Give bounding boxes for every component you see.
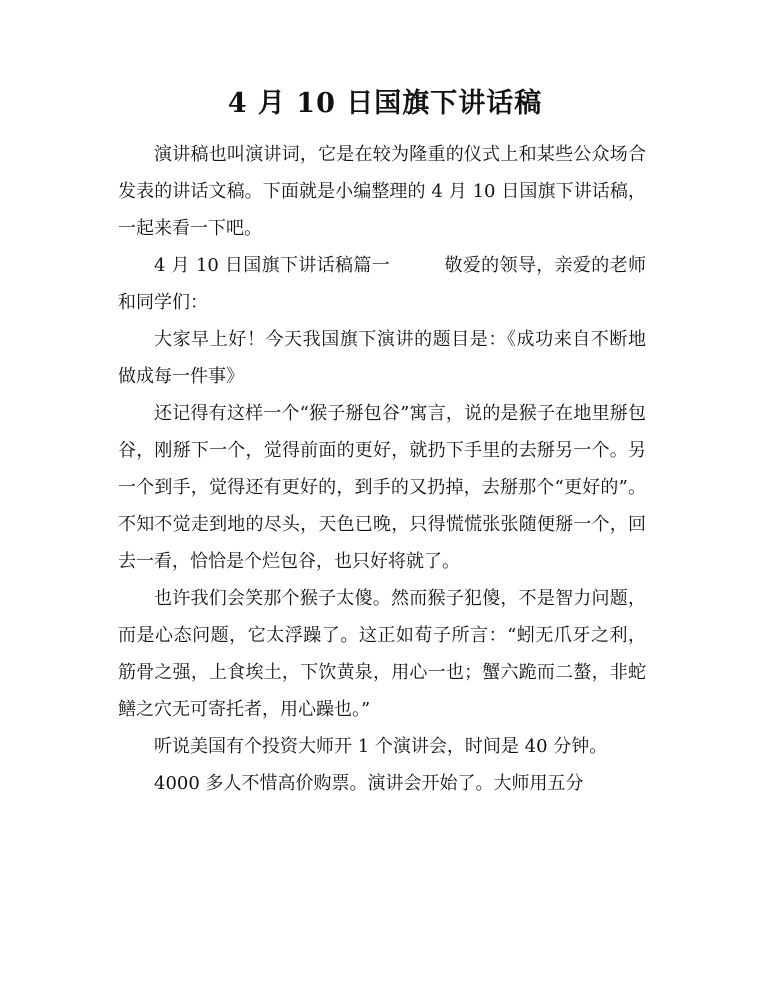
document-title: 4 月 10 日国旗下讲话稿: [227, 88, 543, 119]
greeting: 敬爱的领导，亲爱的老师和同学们：: [118, 255, 646, 313]
ticket-paragraph: 4000 多人不惜高价购票。演讲会开始了。大师用五分: [154, 773, 584, 794]
speech-topic-paragraph: 大家早上好！今天我国旗下演讲的题目是：《成功来自不断地做成每一件事》: [118, 329, 646, 387]
xunzi-quote-paragraph: 也许我们会笑那个猴子太傻。然而猴子犯傻，不是智力问题，而是心态问题，它太浮躁了。这正如荀子所言：“蚓无爪牙之利，筋骨之强，上食埃土，下饮黄泉，用心一也；蟹六跪而二螯，非蛇鳝之穴无可寄托者，用心躁也。”: [118, 588, 646, 720]
intro-paragraph: 演讲稿也叫演讲词，它是在较为隆重的仪式上和某些公众场合发表的讲话文稿。下面就是小编整理的 4 月 10 日国旗下讲话稿，一起来看一下吧。: [118, 144, 646, 239]
fable-paragraph: 还记得有这样一个“猴子掰包谷”寓言，说的是猴子在地里掰包谷，刚掰下一个，觉得前面的更好，就扔下手里的去掰另一个。另一个到手，觉得还有更好的，到手的又扔掉，去掰那个“更好的”。不知不觉走到地的尽头，天色已晚，只得慌慌张张随便掰一个，回去一看，恰恰是个烂包谷，也只好将就了。: [118, 403, 646, 572]
section-paragraph: [118, 247, 646, 321]
section-heading: 4 月 10 日国旗下讲话稿篇一: [154, 255, 391, 276]
document-body: [118, 136, 646, 802]
investment-master-paragraph: 听说美国有个投资大师开 1 个演讲会，时间是 40 分钟。: [154, 736, 608, 757]
